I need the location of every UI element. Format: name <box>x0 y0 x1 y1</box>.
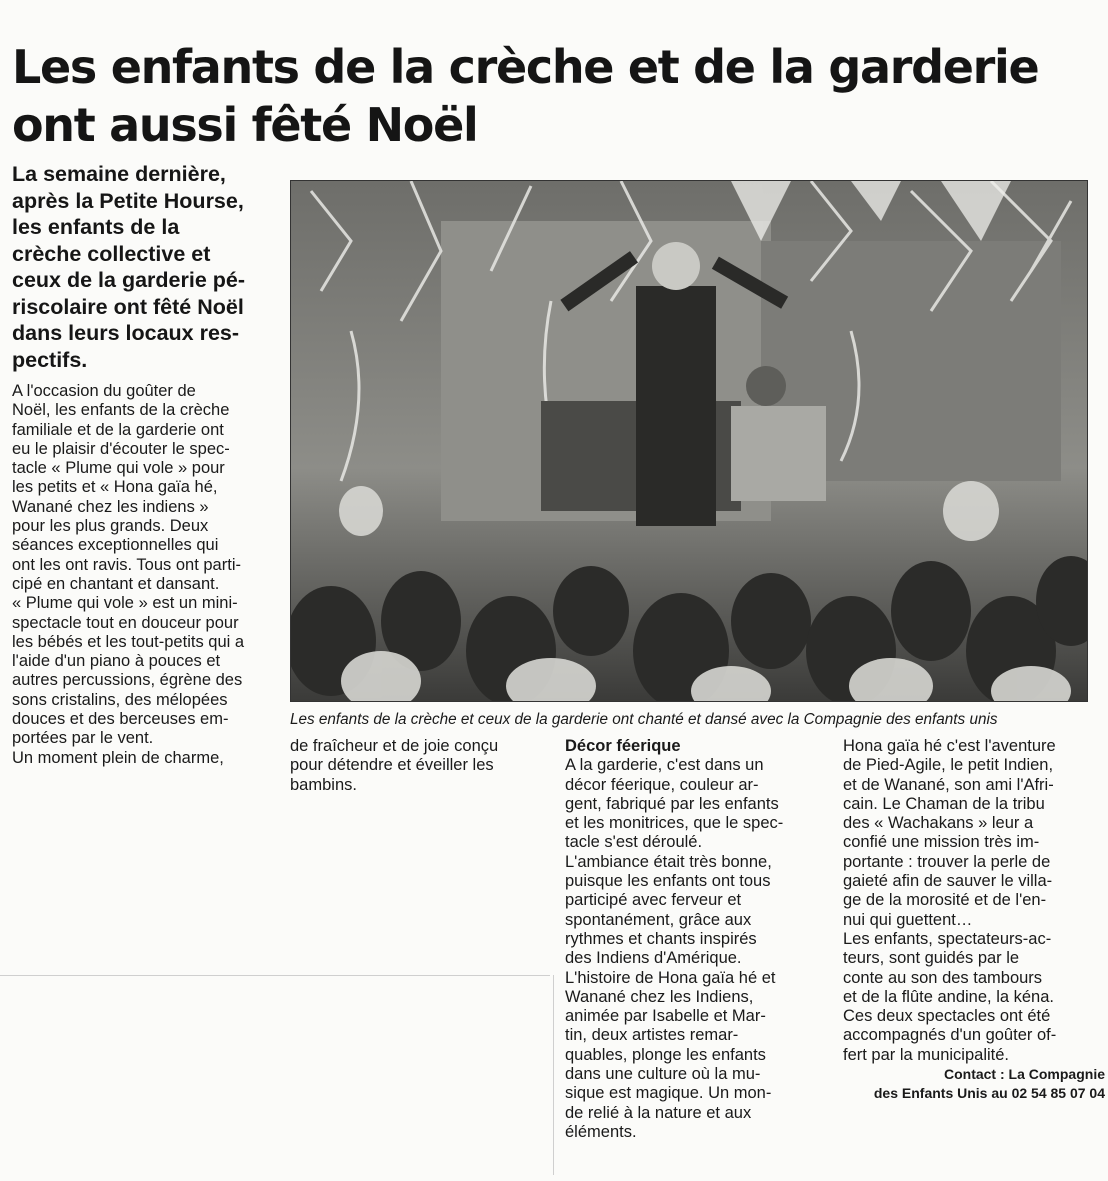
body-line: spontanément, grâce aux <box>565 910 752 929</box>
body-line: teurs, sont guidés par le <box>843 949 1020 968</box>
body-line: Wanané chez les indiens » <box>12 497 209 516</box>
body-column-2 <box>290 737 550 795</box>
body-line: cipé en chantant et dansant. <box>12 574 220 593</box>
photo-caption: Les enfants de la crèche et ceux de la garderie ont chanté et dansé avec la Compagnie des enfants unis <box>290 711 998 728</box>
column-rule <box>553 975 554 1175</box>
body-line: sons cristalins, des mélopées <box>12 690 228 709</box>
body-line: conte au son des tambours <box>843 968 1043 987</box>
body-line: tin, deux artistes remar- <box>565 1026 739 1045</box>
body-line: de Pied-Agile, le petit Indien, <box>843 756 1054 775</box>
body-line: « Plume qui vole » est un mini- <box>12 594 238 613</box>
body-line: tacle s'est déroulé. <box>565 833 703 852</box>
lead-line: les enfants de la <box>12 215 180 239</box>
body-line: sique est magique. Un mon- <box>565 1084 772 1103</box>
body-line: nui qui guettent… <box>843 910 973 929</box>
body-line: des « Wachakans » leur a <box>843 814 1034 833</box>
lead-line: dans leurs locaux res- <box>12 321 240 345</box>
body-column-1 <box>12 382 282 768</box>
body-line: les bébés et les tout-petits qui a <box>12 632 245 651</box>
body-line: fert par la municipalité. <box>843 1045 1009 1064</box>
section-subhead: Décor féerique <box>565 737 681 755</box>
body-line: Noël, les enfants de la crèche <box>12 401 230 420</box>
body-line: familiale et de la garderie ont <box>12 420 224 439</box>
body-line: gent, fabriqué par les enfants <box>565 794 779 813</box>
body-line: décor féerique, couleur ar- <box>565 775 759 794</box>
lead-paragraph <box>12 161 282 373</box>
body-line: Un moment plein de charme, <box>12 748 224 767</box>
body-line: eu le plaisir d'écouter le spec- <box>12 439 230 458</box>
contact-line: Contact : La Compagnie <box>943 1066 1105 1083</box>
lead-line: ceux de la garderie pé- <box>12 268 246 292</box>
body-line: de fraîcheur et de joie conçu <box>290 737 499 755</box>
body-line: autres percussions, égrène des <box>12 671 243 690</box>
lead-line: La semaine dernière, <box>12 162 226 186</box>
body-column-4 <box>843 737 1105 1104</box>
body-line: gaieté afin de sauver le villa- <box>843 872 1053 891</box>
contact-line: des Enfants Unis au 02 54 85 07 04 <box>873 1085 1105 1102</box>
lead-line: pectifs. <box>12 347 88 372</box>
body-line: et de Wanané, son ami l'Afri- <box>843 775 1054 794</box>
body-line: spectacle tout en douceur pour <box>12 613 239 632</box>
body-line: animée par Isabelle et Mar- <box>565 1007 766 1026</box>
lead-line: après la Petite Hourse, <box>12 188 244 213</box>
body-line: cain. Le Chaman de la tribu <box>843 794 1045 813</box>
body-line: pour détendre et éveiller les <box>290 756 494 775</box>
body-line: bambins. <box>290 775 357 794</box>
body-line: A l'occasion du goûter de <box>12 382 196 400</box>
body-line: de relié à la nature et aux <box>565 1103 752 1122</box>
body-line: pour les plus grands. Deux <box>12 517 209 536</box>
body-line: participé avec ferveur et <box>565 891 742 910</box>
photo-illustration <box>291 181 1088 702</box>
body-line: ge de la morosité et de l'en- <box>843 891 1047 910</box>
body-line: séances exceptionnelles qui <box>12 536 219 555</box>
body-line: Ces deux spectacles ont été <box>843 1007 1051 1026</box>
body-column-3 <box>565 737 835 1142</box>
body-line: douces et des berceuses em- <box>12 710 229 729</box>
lead-line: crèche collective et <box>12 241 211 266</box>
body-line: portante : trouver la perle de <box>843 852 1051 871</box>
body-line: dans une culture où la mu- <box>565 1065 761 1084</box>
event-photo <box>290 180 1088 702</box>
body-line: tacle « Plume qui vole » pour <box>12 459 225 478</box>
body-line: confié une mission très im- <box>843 833 1040 852</box>
body-line: ont les ont ravis. Tous ont parti- <box>12 555 241 574</box>
body-line: Wanané chez les Indiens, <box>565 987 754 1006</box>
body-line: Les enfants, spectateurs-ac- <box>843 929 1052 948</box>
headline-line: ont aussi fêté Noël <box>12 98 478 152</box>
body-line: éléments. <box>565 1122 637 1141</box>
body-line: et les monitrices, que le spec- <box>565 814 784 833</box>
body-line: puisque les enfants ont tous <box>565 872 771 891</box>
body-line: l'aide d'un piano à pouces et <box>12 652 221 671</box>
body-line: et de la flûte andine, la kéna. <box>843 987 1054 1006</box>
body-line: les petits et « Hona gaïa hé, <box>12 478 218 497</box>
body-line: L'histoire de Hona gaïa hé et <box>565 968 776 987</box>
body-line: Hona gaïa hé c'est l'aventure <box>843 737 1056 755</box>
headline-line: Les enfants de la crèche et de la garderie <box>12 40 1039 94</box>
lead-line: riscolaire ont fêté Noël <box>12 294 244 319</box>
body-line: portées par le vent. <box>12 729 154 748</box>
scan-edge-rule <box>0 975 550 976</box>
body-line: quables, plonge les enfants <box>565 1045 766 1064</box>
body-line: des Indiens d'Amérique. <box>565 949 742 968</box>
headline <box>12 38 1102 154</box>
body-line: rythmes et chants inspirés <box>565 929 757 948</box>
body-line: A la garderie, c'est dans un <box>565 756 764 775</box>
body-line: accompagnés d'un goûter of- <box>843 1026 1057 1045</box>
body-line: L'ambiance était très bonne, <box>565 852 772 871</box>
